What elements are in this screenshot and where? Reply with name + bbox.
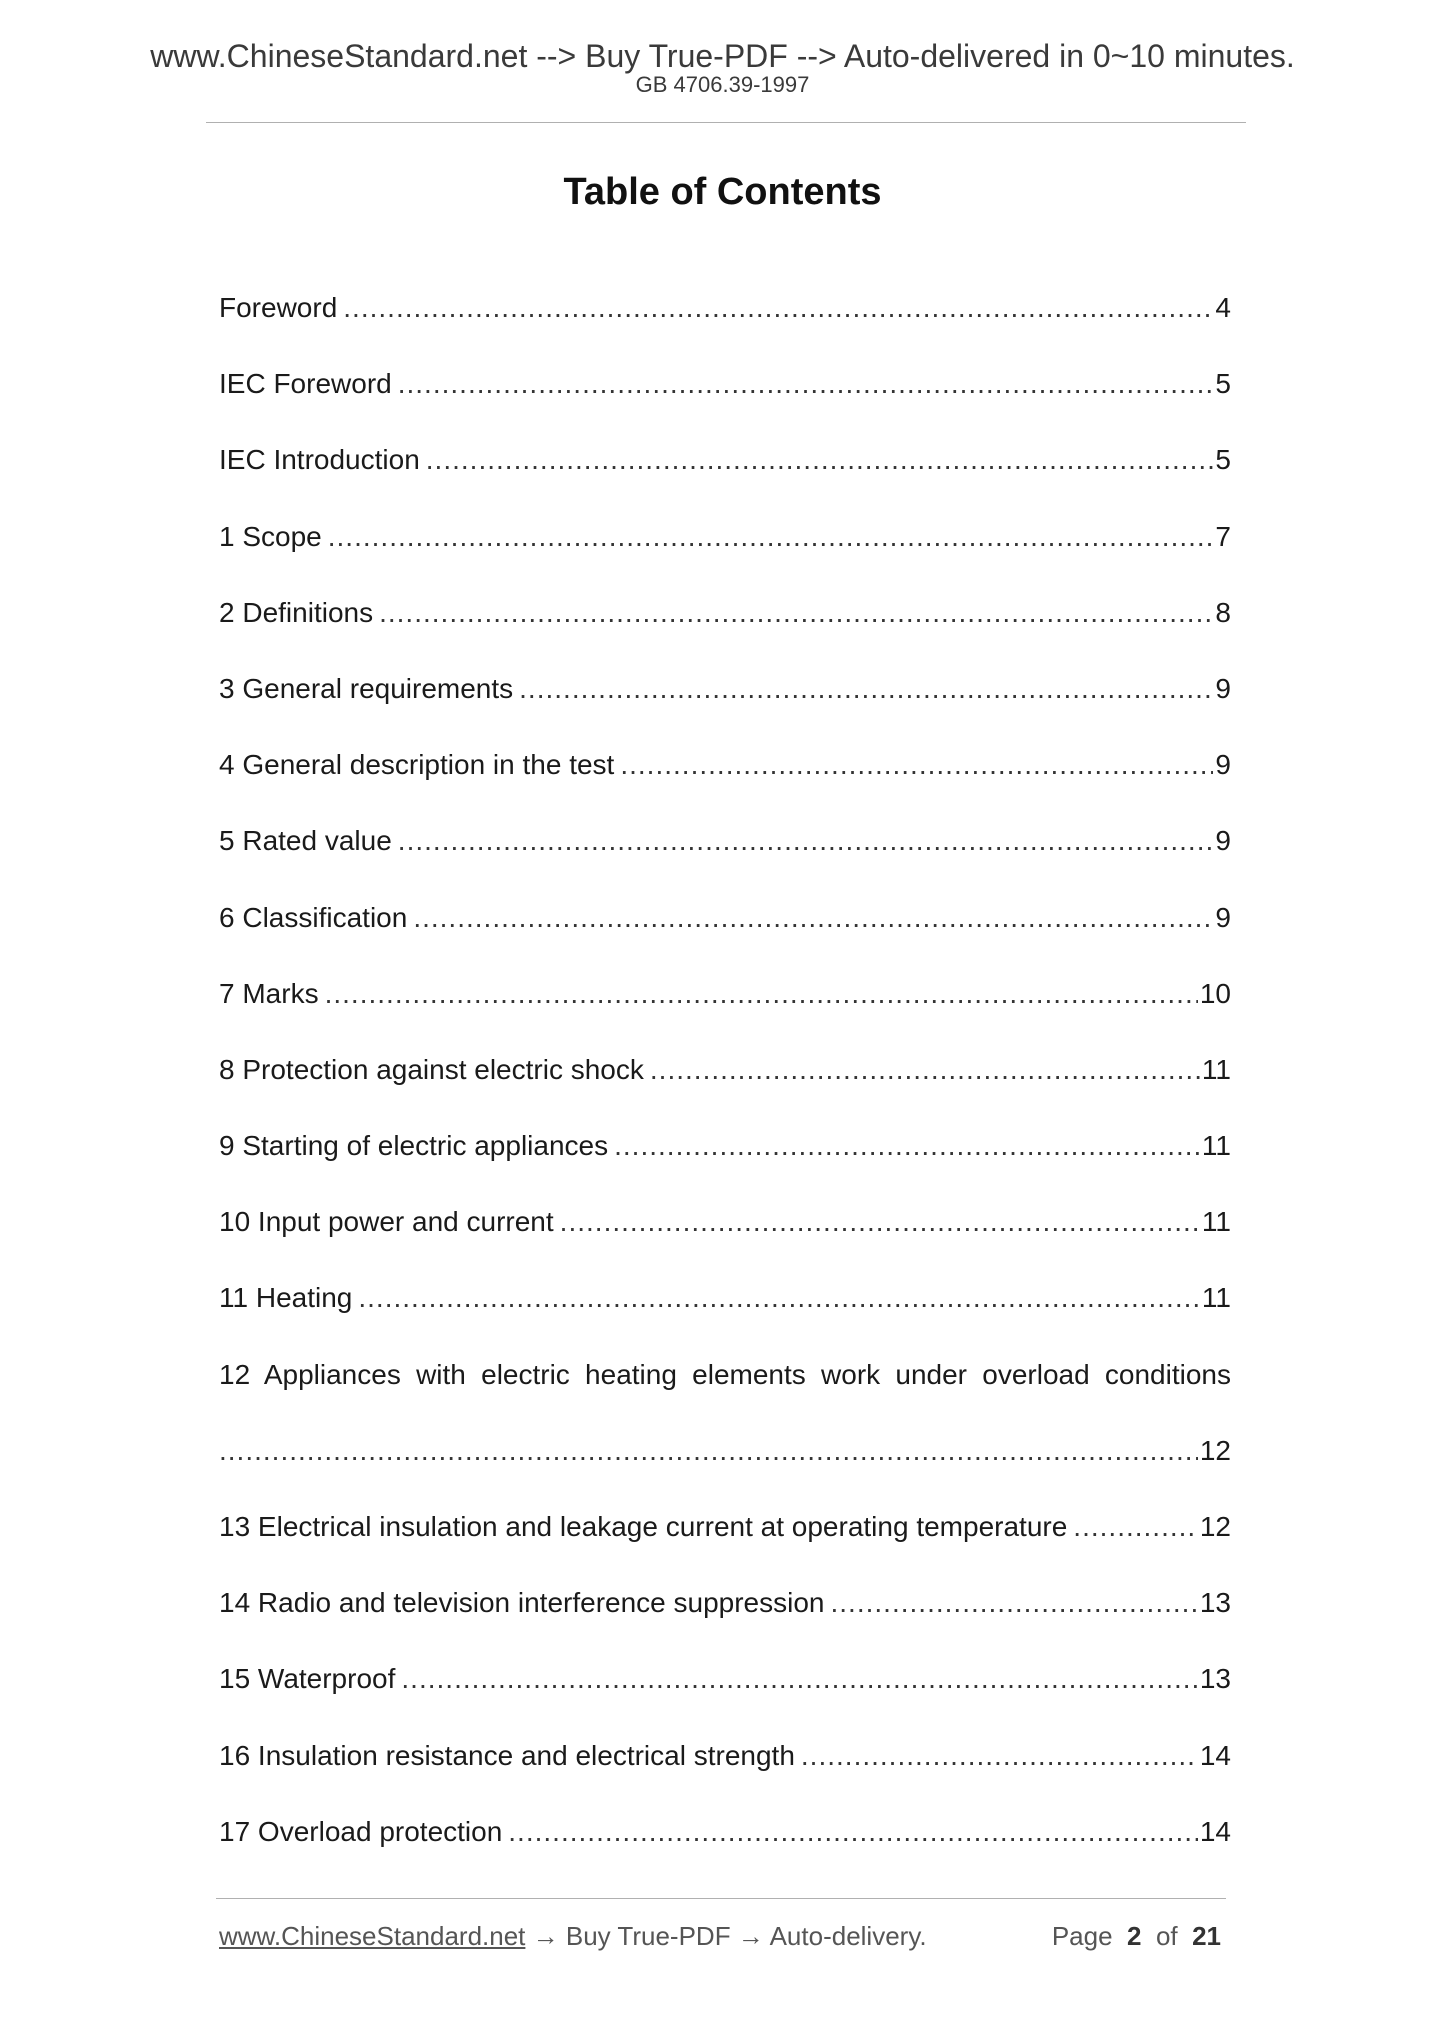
dot-leader — [379, 591, 1213, 635]
toc-entry-scope[interactable] — [219, 515, 1231, 591]
dot-leader — [508, 1810, 1198, 1854]
toc-entry-waterproof[interactable] — [219, 1657, 1231, 1733]
toc-entry-title: 13 Electrical insulation and leakage current at operating temperature — [219, 1511, 1068, 1543]
toc-entry-page: 14 — [1199, 1739, 1231, 1771]
footer-tagline: → Buy True-PDF → Auto-delivery. — [532, 1921, 927, 1951]
current-page-number: 2 — [1127, 1921, 1142, 1951]
toc-entry-title: 14 Radio and television interference suppression — [219, 1587, 825, 1619]
dot-leader — [328, 515, 1214, 559]
dot-leader — [413, 896, 1213, 940]
toc-entry-marks[interactable] — [219, 972, 1231, 1048]
dot-leader — [1073, 1505, 1198, 1549]
of-label: of — [1155, 1921, 1178, 1951]
toc-entry-title: 16 Insulation resistance and electrical strength — [219, 1739, 795, 1771]
toc-entry-rated-value[interactable] — [219, 819, 1231, 895]
toc-entry-page: 12 — [1199, 1434, 1231, 1466]
footer-divider — [216, 1898, 1226, 1899]
dot-leader — [560, 1200, 1200, 1244]
toc-entry-title: Foreword — [219, 292, 338, 323]
toc-entry-title: IEC Foreword — [219, 368, 392, 400]
toc-entry-page: 13 — [1199, 1587, 1231, 1619]
toc-entry-page: 9 — [1215, 901, 1231, 933]
dot-leader — [398, 819, 1214, 863]
toc-entry-title: 7 Marks — [219, 977, 319, 1009]
toc-entry-iec-foreword[interactable] — [219, 362, 1231, 438]
dot-leader — [614, 1124, 1200, 1168]
page-label: Page — [1051, 1921, 1113, 1951]
toc-entry-page: 9 — [1215, 749, 1231, 781]
toc-entry-interference-suppression[interactable] — [219, 1581, 1231, 1657]
dot-leader — [343, 286, 1213, 330]
toc-entry-title: 5 Rated value — [219, 825, 392, 857]
top-banner: www.ChineseStandard.net --> Buy True-PDF --> Auto-delivered in 0~10 minutes. — [150, 38, 1295, 74]
toc-entry-general-description[interactable] — [219, 743, 1231, 819]
dot-leader — [219, 1429, 1198, 1473]
toc-entry-page: 11 — [1201, 1130, 1231, 1162]
document-id: GB 4706.39-1997 — [635, 72, 810, 97]
toc-entry-classification[interactable] — [219, 896, 1231, 972]
table-of-contents — [219, 286, 1231, 1886]
page-footer — [219, 1918, 1231, 1954]
toc-entry-title: 15 Waterproof — [219, 1663, 396, 1695]
toc-entry-title: 6 Classification — [219, 901, 408, 933]
toc-entry-iec-introduction[interactable] — [219, 438, 1231, 514]
toc-entry-electrical-insulation[interactable] — [219, 1505, 1231, 1581]
toc-entry-title: 10 Input power and current — [219, 1206, 554, 1238]
dot-leader — [358, 1276, 1200, 1320]
toc-entry-title: 8 Protection against electric shock — [219, 1053, 644, 1085]
toc-entry-page: 7 — [1215, 520, 1231, 552]
toc-entry-starting-appliances[interactable] — [219, 1124, 1231, 1200]
toc-entry-page: 4 — [1215, 292, 1231, 323]
dot-leader — [426, 438, 1214, 482]
toc-entry-general-requirements[interactable] — [219, 667, 1231, 743]
toc-entry-page: 11 — [1201, 1053, 1231, 1085]
toc-entry-page: 8 — [1215, 596, 1231, 628]
dot-leader — [831, 1581, 1198, 1625]
toc-entry-title: 1 Scope — [219, 520, 322, 552]
toc-entry-page: 5 — [1215, 368, 1231, 400]
toc-entry-page: 13 — [1199, 1663, 1231, 1695]
toc-entry-title: 9 Starting of electric appliances — [219, 1130, 609, 1162]
toc-entry-heating[interactable] — [219, 1276, 1231, 1352]
dot-leader — [620, 743, 1213, 787]
toc-entry-page: 11 — [1201, 1282, 1231, 1314]
dot-leader — [650, 1048, 1200, 1092]
toc-entry-foreword[interactable] — [219, 286, 1231, 362]
toc-entry-title: 12 Appliances with electric heating elements work under overload conditions — [219, 1358, 1231, 1390]
toc-entry-input-power[interactable] — [219, 1200, 1231, 1276]
toc-entry-page: 14 — [1199, 1815, 1231, 1847]
dot-leader — [519, 667, 1213, 711]
toc-entry-page: 9 — [1215, 672, 1231, 704]
toc-entry-title: 3 General requirements — [219, 672, 514, 704]
toc-entry-overload-conditions[interactable] — [219, 1353, 1231, 1505]
total-pages: 21 — [1192, 1921, 1221, 1951]
page-title: Table of Contents — [563, 171, 882, 213]
toc-entry-title: 4 General description in the test — [219, 749, 615, 781]
footer-left — [219, 1918, 927, 1954]
dot-leader — [325, 972, 1198, 1016]
toc-entry-overload-protection[interactable] — [219, 1810, 1231, 1886]
toc-entry-title: IEC Introduction — [219, 444, 420, 476]
toc-entry-page: 5 — [1215, 444, 1231, 476]
footer-site-link[interactable]: www.ChineseStandard.net — [219, 1921, 526, 1951]
page-indicator — [1052, 1918, 1221, 1954]
toc-entry-page: 9 — [1215, 825, 1231, 857]
toc-entry-insulation-resistance[interactable] — [219, 1734, 1231, 1810]
toc-entry-page: 11 — [1201, 1206, 1231, 1238]
toc-entry-page: 10 — [1199, 977, 1231, 1009]
toc-entry-title: 2 Definitions — [219, 596, 374, 628]
toc-entry-definitions[interactable] — [219, 591, 1231, 667]
toc-entry-protection-electric-shock[interactable] — [219, 1048, 1231, 1124]
dot-leader — [398, 362, 1214, 406]
dot-leader — [401, 1657, 1197, 1701]
header-divider — [206, 122, 1246, 123]
dot-leader — [801, 1734, 1198, 1778]
toc-entry-title: 11 Heating — [219, 1282, 353, 1314]
toc-entry-title: 17 Overload protection — [219, 1815, 503, 1847]
toc-entry-page: 12 — [1199, 1511, 1231, 1543]
